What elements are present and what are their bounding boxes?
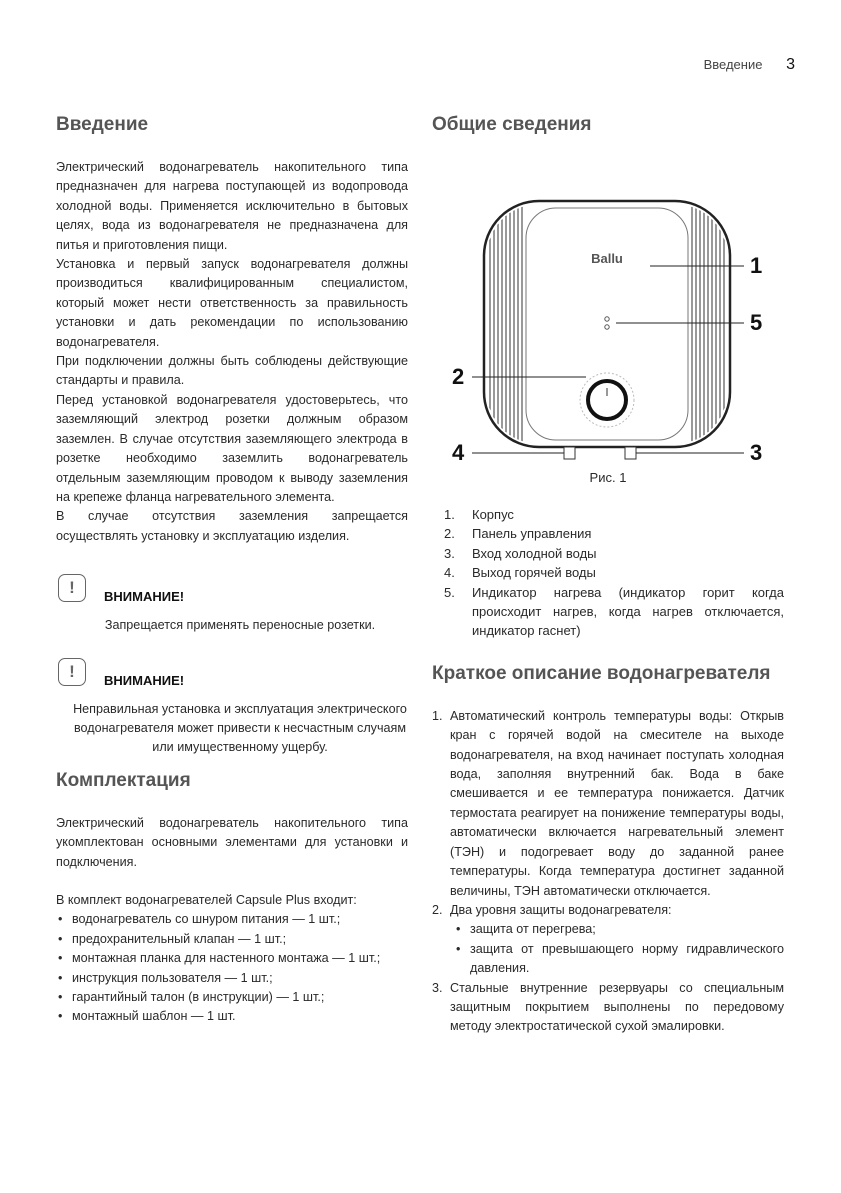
running-header bbox=[704, 56, 795, 74]
protection-item: • защита от превышающего норму гидравлического давления. bbox=[454, 940, 784, 979]
protection-list bbox=[454, 920, 784, 978]
feature-text: Автоматический контроль температуры воды: Открыв кран с горячей водой на смесителе на выходе водонагревателя, на вход начинает поступать холодная вода, заполняя внутренний бак. Вода в баке смешивается и ее температура понижается. Датчик термостата реагирует на понижение температуры воды, автоматически включается нагревательный элемент (ТЭН) и подогревает воду до заданной ранее температуры. Когда температура достигнет заданной величины, ТЭН автоматически отключается. bbox=[450, 708, 784, 898]
kit-list-intro: В комплект водонагревателей Capsule Plus входит: bbox=[56, 892, 357, 907]
right-column bbox=[432, 114, 784, 1037]
intro-paragraph: Установка и первый запуск водонагревателя должны производиться квалифицированным специалистом, который может нести ответственность за правильность установки и дать рекомендации по использованию водонагревателя. bbox=[56, 257, 408, 349]
callout-3: 3 bbox=[750, 440, 763, 465]
exclamation-icon: ! bbox=[58, 574, 86, 602]
page-number: 3 bbox=[786, 56, 795, 73]
general-title: Общие сведения bbox=[432, 114, 592, 135]
figure-caption: Рис. 1 bbox=[589, 470, 627, 485]
parts-num: 2. bbox=[444, 526, 455, 542]
parts-item bbox=[432, 544, 784, 563]
parts-text: Панель управления bbox=[472, 526, 592, 542]
intro-paragraph: Перед установкой водонагревателя удостоверьтесь, что заземляющий электрод розетки должным образом заземлен. В случае отсутствия заземляющего электрода в розетке необходимо заземлить водонагреватель отдельным заземляющим проводом к выводу заземления на крепеже фланца нагревательного элемента. bbox=[56, 392, 408, 504]
kit-item: • предохранительный клапан — 1 шт.; bbox=[56, 930, 408, 949]
cold-water-inlet bbox=[625, 447, 636, 459]
callout-5: 5 bbox=[750, 310, 763, 335]
parts-text: Выход горячей воды bbox=[472, 565, 596, 581]
intro-paragraph: Электрический водонагреватель накопительного типа предназначен для нагрева поступающей из водопровода холодной воды. Применяется исключительно в бытовых целях, вода из водонагревателя не предназначена для питья и приготовления пищи. bbox=[56, 160, 408, 252]
description-title: Краткое описание водонагревателя bbox=[432, 662, 771, 684]
feature-num: 2. bbox=[432, 902, 443, 917]
kit-list bbox=[56, 910, 408, 1026]
kit-paragraph: Электрический водонагреватель накопительного типа укомплектован основными элементами для установки и подключения. bbox=[56, 815, 408, 869]
protection-item: • защита от перегрева; bbox=[454, 920, 784, 939]
parts-text: Корпус bbox=[472, 507, 514, 522]
kit-title: Комплектация bbox=[56, 769, 191, 791]
left-column bbox=[56, 114, 408, 1027]
water-heater-figure bbox=[432, 170, 784, 470]
feature-item bbox=[432, 707, 784, 901]
warning-block-1 bbox=[56, 574, 408, 605]
parts-item bbox=[432, 524, 784, 543]
parts-num: 4. bbox=[444, 565, 455, 581]
warning-title: ВНИМАНИЕ! bbox=[104, 589, 185, 605]
feature-item bbox=[432, 979, 784, 1037]
parts-num: 1. bbox=[444, 507, 455, 522]
kit-item: • монтажная планка для настенного монтажа — 1 шт.; bbox=[56, 949, 408, 968]
features-list bbox=[432, 707, 784, 1037]
kit-item: • инструкция пользователя — 1 шт.; bbox=[56, 969, 408, 988]
intro-body bbox=[56, 158, 408, 546]
callout-4: 4 bbox=[452, 440, 465, 465]
section-name: Введение bbox=[703, 57, 763, 72]
hot-water-outlet bbox=[564, 447, 575, 459]
parts-text: Индикатор нагрева (индикатор горит когда происходит нагрев, когда нагрев отключается, индикатор гаснет) bbox=[472, 584, 784, 639]
control-knob bbox=[588, 381, 626, 419]
warning-block-2 bbox=[56, 658, 408, 686]
callout-2: 2 bbox=[452, 364, 465, 389]
parts-list bbox=[432, 505, 784, 641]
parts-item bbox=[432, 505, 784, 524]
parts-text: Вход холодной воды bbox=[472, 545, 597, 561]
feature-item bbox=[432, 901, 784, 979]
intro-paragraph: При подключении должны быть соблюдены действующие стандарты и правила. bbox=[56, 354, 408, 388]
callout-1: 1 bbox=[750, 253, 763, 278]
parts-num: 5. bbox=[444, 584, 455, 600]
parts-num: 3. bbox=[444, 545, 455, 561]
kit-item: • гарантийный талон (в инструкции) — 1 шт.; bbox=[56, 988, 408, 1007]
warning-title: ВНИМАНИЕ! bbox=[104, 672, 185, 688]
kit-item: • монтажный шаблон — 1 шт. bbox=[56, 1007, 408, 1026]
kit-item: • водонагреватель со шнуром питания — 1 шт.; bbox=[56, 910, 408, 929]
parts-item bbox=[432, 583, 784, 641]
feature-text: Стальные внутренние резервуары со специальным защитным покрытием выполнены по передовому методу электростатической сухой эмалировки. bbox=[450, 980, 784, 1034]
exclamation-icon: ! bbox=[58, 658, 86, 686]
feature-num: 1. bbox=[432, 708, 443, 723]
feature-text: Два уровня защиты водонагревателя: bbox=[450, 902, 672, 917]
warning-text: Запрещается применять переносные розетки. bbox=[104, 618, 376, 633]
brand-logo: Ballu bbox=[591, 251, 623, 266]
intro-title: Введение bbox=[56, 114, 149, 135]
intro-paragraph: В случае отсутствия заземления запрещается осуществлять установку и эксплуатацию изделия. bbox=[56, 509, 408, 543]
water-heater-drawing bbox=[432, 170, 784, 470]
parts-item bbox=[432, 563, 784, 582]
warning-text: Неправильная установка и эксплуатация электрического водонагревателя может привести к несчастным случаям или имущественному ущербу. bbox=[73, 701, 407, 755]
feature-num: 3. bbox=[432, 980, 443, 995]
